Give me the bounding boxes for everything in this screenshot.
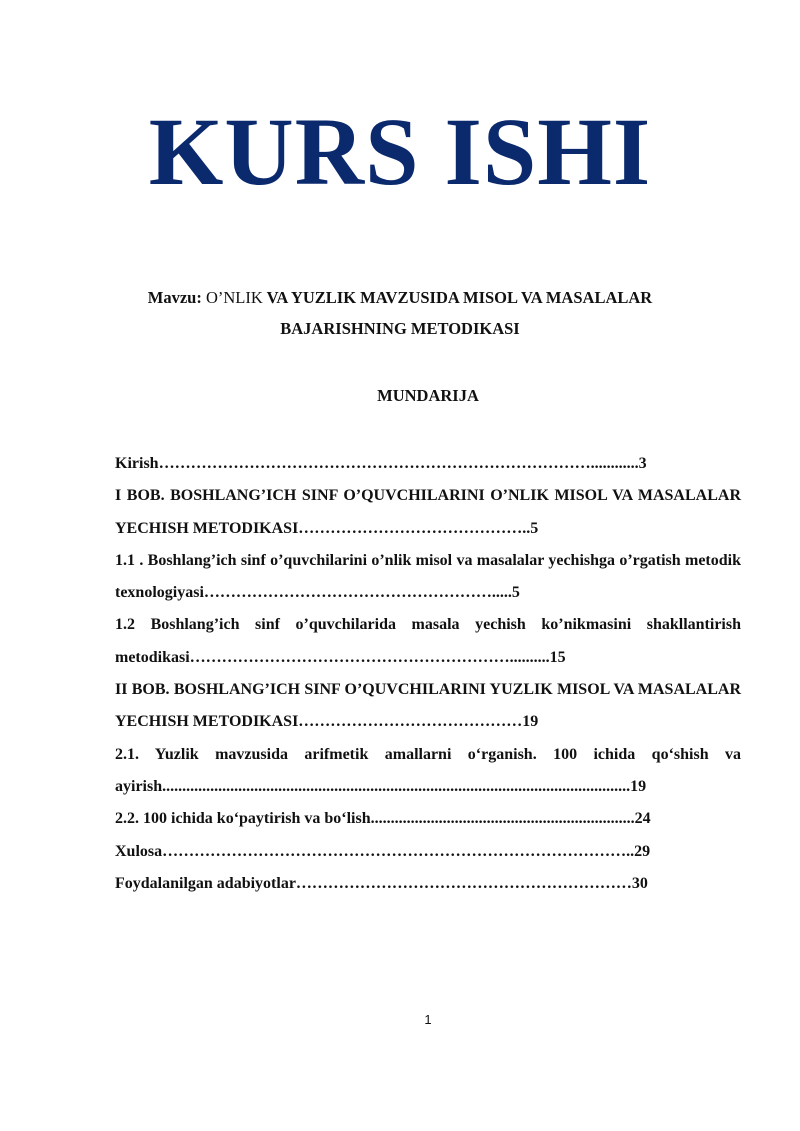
toc-entry-xulosa: Xulosa……………………………………………………………………………..29 [115,842,651,860]
topic-label: Mavzu: [147,288,202,307]
toc-entry-1-1: 1.1 . Boshlang’ich sinf o’quvchilarini o’nlik misol va masalalar yechishga o’rgatish metodik texnologiyasi……………………………………………….....5 [115,551,741,602]
toc-entry-bob-1: I BOB. BOSHLANG’ICH SINF O’QUVCHILARINI O’NLIK MISOL VA MASALALAR YECHISH METODIKASI……………………………………..5 [115,487,741,537]
table-of-contents [115,448,741,900]
document-title: KURS ISHI [148,98,652,205]
page-number: 1 [424,1012,432,1027]
topic-rest: VA YUZLIK MAVZUSIDA MISOL VA MASALALAR [262,288,653,307]
topic-block [60,282,740,344]
topic-line-2: BAJARISHNING METODIKASI [280,319,520,338]
toc-heading: MUNDARIJA [377,386,479,405]
toc-entry-kirish: Kirish………………………………………………………………………............3 [115,455,647,472]
toc-entry-2-1: 2.1. Yuzlik mavzusida arifmetik amallarni o‘rganish. 100 ichida qo‘shish va ayirish.....................................................................................................................19 [115,745,741,795]
topic-line-1 [60,282,740,313]
toc-entry-adabiyotlar: Foydalanilgan adabiyotlar………………………………………………………30 [115,874,648,892]
toc-entry-2-2: 2.2. 100 ichida ko‘paytirish va bo‘lish..................................................................24 [115,810,651,828]
toc-entry-1-2: 1.2 Boshlang’ich sinf o’quvchilarida masala yechish ko’nikmasini shakllantirish metodikasi……………………………………………………..........15 [115,616,741,666]
toc-entry-bob-2: II BOB. BOSHLANG’ICH SINF O’QUVCHILARINI YUZLIK MISOL VA MASALALAR YECHISH METODIKASI……………………………………19 [115,681,741,731]
topic-lead: O’NLIK [201,288,263,307]
